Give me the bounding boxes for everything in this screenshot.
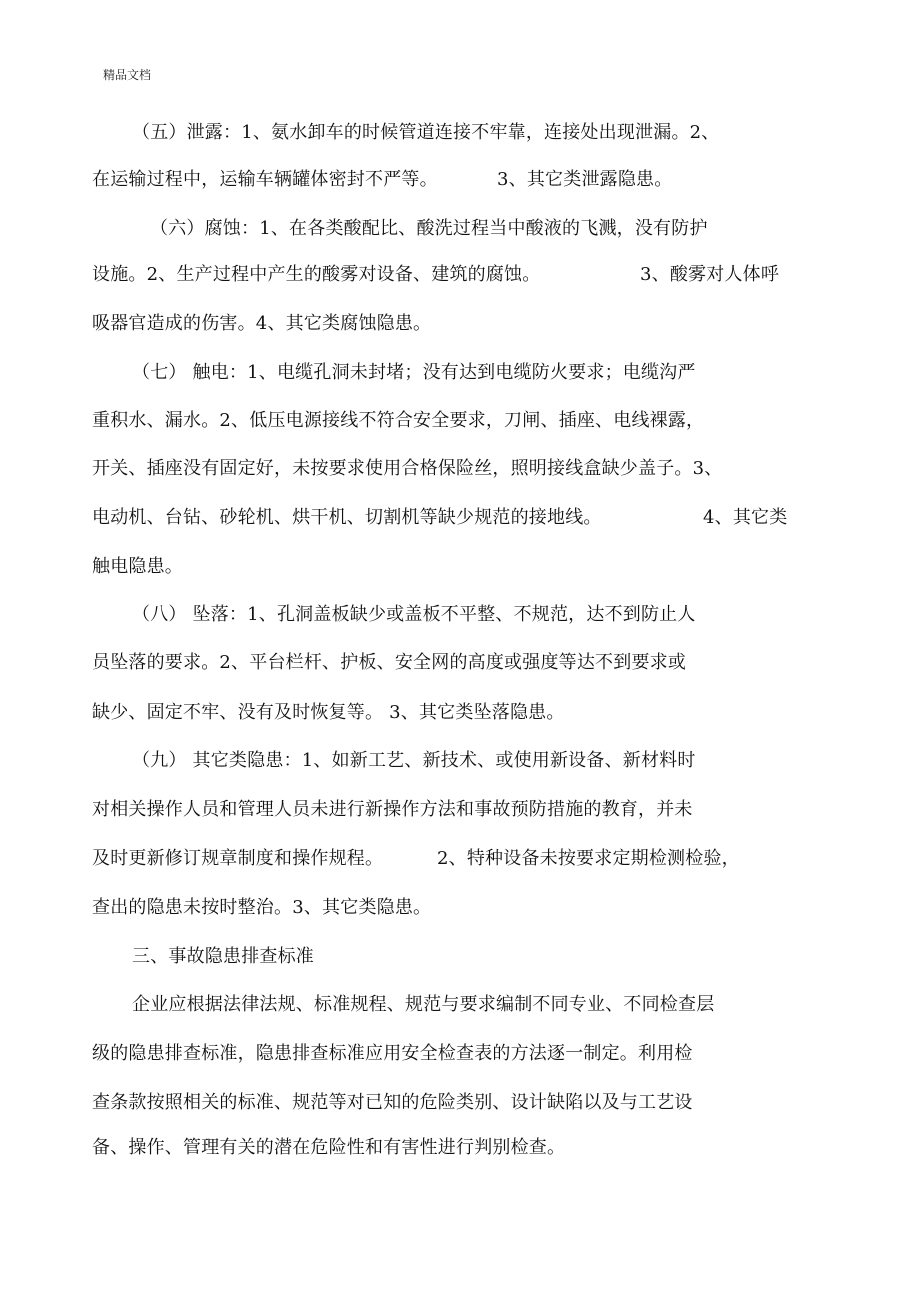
paragraph-10-line-3: 查条款按照相关的标准、规范等对已知的危险类别、设计缺陷以及与工艺设 bbox=[92, 1092, 693, 1113]
paragraph-6-line-1: （六）腐蚀：1、在各类酸配比、酸洗过程当中酸液的飞溅，没有防护 bbox=[150, 218, 708, 239]
paragraph-7-line-2: 重积水、漏水。2、低压电源接线不符合安全要求，刀闸、插座、电线裸露， bbox=[92, 410, 705, 431]
paragraph-6-line-3: 吸器官造成的伤害。4、其它类腐蚀隐患。 bbox=[92, 313, 432, 334]
paragraph-9-line-3-tail: 2、特种设备未按要求定期检测检验， bbox=[437, 848, 740, 869]
paragraph-9-line-4: 查出的隐患未按时整治。3、其它类隐患。 bbox=[92, 897, 432, 918]
paragraph-9-line-1: （九） 其它类隐患：1、如新工艺、新技术、或使用新设备、新材料时 bbox=[132, 750, 696, 771]
paragraph-9-line-3: 及时更新修订规章制度和操作规程。 bbox=[92, 848, 384, 869]
paragraph-5-line-2-tail: 3、其它类泄露隐患。 bbox=[497, 169, 673, 190]
paragraph-5-line-1: （五）泄露：1、氨水卸车的时候管道连接不牢靠，连接处出现泄漏。2、 bbox=[132, 122, 720, 143]
paragraph-8-line-2: 员坠落的要求。2、平台栏杆、护板、安全网的高度或强度等达不到要求或 bbox=[92, 652, 687, 673]
paragraph-7-line-3: 开关、插座没有固定好，未按要求使用合格保险丝，照明接线盒缺少盖子。3、 bbox=[92, 458, 723, 479]
paragraph-8-line-1: （八） 坠落：1、孔洞盖板缺少或盖板不平整、不规范，达不到防止人 bbox=[132, 604, 696, 625]
paragraph-8-line-3: 缺少、固定不牢、没有及时恢复等。 3、其它类坠落隐患。 bbox=[92, 702, 565, 723]
paragraph-7-line-1: （七） 触电：1、电缆孔洞未封堵；没有达到电缆防火要求；电缆沟严 bbox=[132, 362, 696, 383]
paragraph-7-line-4: 电动机、台钻、砂轮机、烘干机、切割机等缺少规范的接地线。 bbox=[92, 507, 602, 528]
paragraph-10-line-2: 级的隐患排查标准，隐患排查标准应用安全检查表的方法逐一制定。利用检 bbox=[92, 1043, 693, 1064]
section-heading: 三、事故隐患排查标准 bbox=[132, 946, 314, 967]
paragraph-10-line-1: 企业应根据法律法规、标准规程、规范与要求编制不同专业、不同检查层 bbox=[132, 994, 715, 1015]
paragraph-10-line-4: 备、操作、管理有关的潜在危险性和有害性进行判别检查。 bbox=[92, 1137, 566, 1158]
page-header: 精品文档 bbox=[103, 68, 152, 82]
paragraph-6-line-2: 设施。2、生产过程中产生的酸雾对设备、建筑的腐蚀。 bbox=[92, 264, 541, 285]
paragraph-7-line-5: 触电隐患。 bbox=[92, 556, 183, 577]
paragraph-5-line-2: 在运输过程中，运输车辆罐体密封不严等。 bbox=[92, 169, 438, 190]
paragraph-9-line-2: 对相关操作人员和管理人员未进行新操作方法和事故预防措施的教育，并未 bbox=[92, 799, 693, 820]
paragraph-6-line-2-tail: 3、酸雾对人体呼 bbox=[640, 264, 780, 285]
paragraph-7-line-4-tail: 4、其它类 bbox=[703, 507, 788, 528]
